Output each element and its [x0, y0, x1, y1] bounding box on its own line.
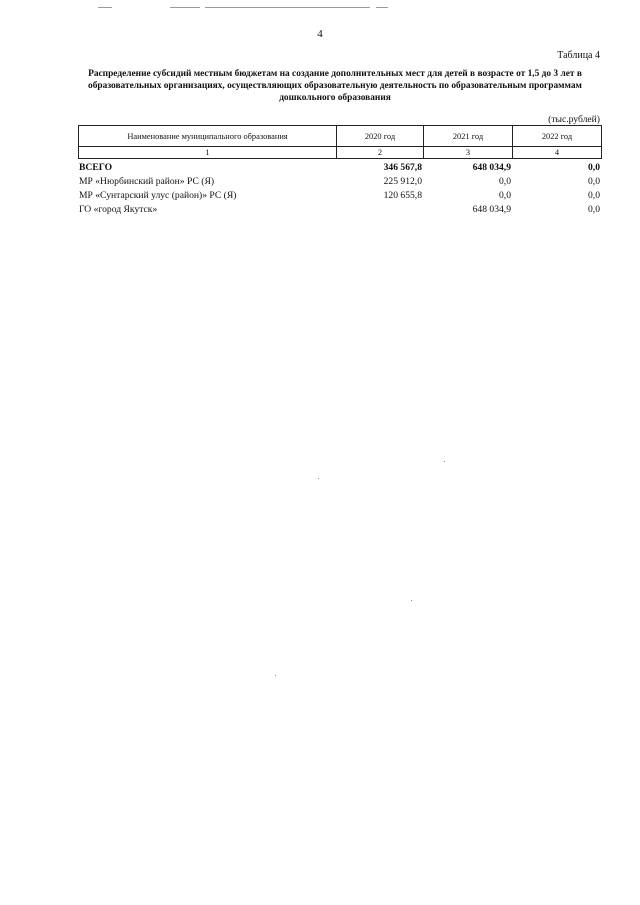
row-name: ГО «город Якутск» — [79, 204, 158, 215]
table-row — [78, 175, 601, 189]
row-name: МР «Нюрбинский район» РС (Я) — [79, 176, 215, 187]
scan-artifact — [205, 7, 370, 8]
cell-2021: 648 034,9 — [472, 204, 511, 215]
column-number: 3 — [424, 147, 513, 159]
header-row — [79, 126, 602, 147]
header-2022: 2022 год — [513, 126, 602, 147]
cell-2022: 0,0 — [588, 204, 600, 215]
cell-2021: 0,0 — [499, 176, 511, 187]
table-caption: Таблица 4 — [557, 50, 600, 61]
table-body — [78, 161, 601, 217]
scan-artifact — [98, 7, 112, 8]
cell-2020: 120 655,8 — [383, 190, 422, 201]
scan-speck — [275, 675, 276, 676]
scan-speck — [411, 600, 412, 601]
cell-2020 — [336, 203, 423, 217]
header-2020: 2020 год — [337, 126, 424, 147]
scan-speck — [444, 461, 445, 462]
cell-2022: 0,0 — [588, 190, 600, 201]
cell-2020: 225 912,0 — [383, 176, 422, 187]
row-name: МР «Сунтарский улус (район)» РС (Я) — [79, 190, 237, 201]
header-2021: 2021 год — [424, 126, 513, 147]
table-row — [78, 203, 601, 217]
scan-artifact — [376, 7, 388, 8]
page-number: 4 — [317, 28, 323, 40]
cell-2020: 346 567,8 — [383, 162, 422, 173]
column-number: 1 — [79, 147, 337, 159]
scan-artifact — [170, 7, 200, 8]
column-number-row — [79, 147, 602, 159]
table-header — [78, 125, 602, 159]
cell-2021: 648 034,9 — [472, 162, 511, 173]
table-row — [78, 189, 601, 203]
table-row-total — [78, 161, 601, 175]
column-number: 4 — [513, 147, 602, 159]
cell-2022: 0,0 — [588, 176, 600, 187]
column-number: 2 — [337, 147, 424, 159]
document-title: Распределение субсидий местным бюджетам на создание дополнительных мест для детей в возрасте от 1,5 до 3 лет в образовательных организациях, осуществляющих образовательную деятельность по образовательным программам дошкольного образования — [88, 69, 582, 103]
header-name: Наименование муниципального образования — [79, 126, 337, 147]
units-label: (тыс.рублей) — [548, 114, 600, 125]
cell-2021: 0,0 — [499, 190, 511, 201]
row-name: ВСЕГО — [79, 162, 113, 173]
scan-speck — [318, 478, 319, 479]
cell-2022: 0,0 — [588, 162, 600, 173]
